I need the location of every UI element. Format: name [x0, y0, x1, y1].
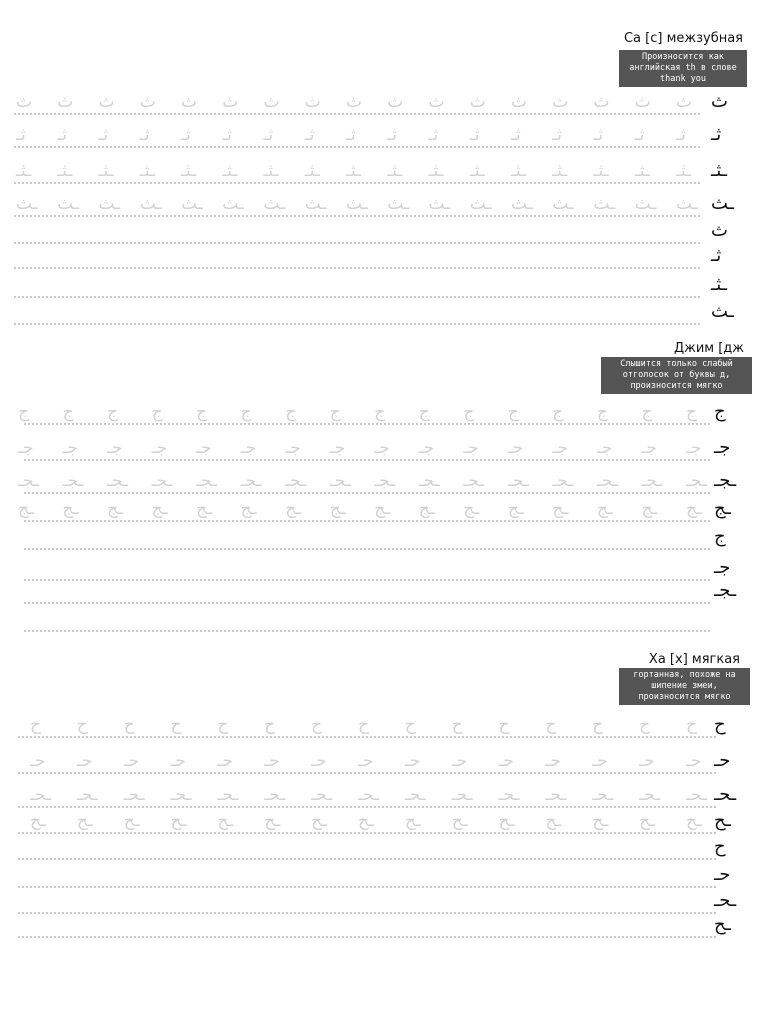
- trace-letter: ـحـ: [358, 785, 379, 805]
- trace-letter: ثـ: [57, 125, 67, 145]
- trace-letter: ـج: [463, 499, 480, 519]
- trace-letter: ـجـ: [107, 471, 128, 491]
- model-letter: ـحـ: [714, 890, 737, 911]
- trace-letter: جـ: [285, 438, 301, 458]
- practice-row: [0, 498, 768, 522]
- model-letter: ح: [714, 714, 726, 735]
- note-line: Слышится только слабый: [620, 359, 733, 369]
- trace-letter: ـح: [311, 811, 328, 831]
- trace-letter: ـجـ: [686, 471, 707, 491]
- trace-letter: ـثـ: [139, 161, 155, 181]
- model-letter: ـحـ: [714, 784, 737, 805]
- trace-letter: ج: [285, 402, 297, 422]
- trace-letter: حـ: [592, 751, 608, 771]
- trace-letter: جـ: [107, 438, 123, 458]
- section-title: Джим [дж: [673, 341, 744, 356]
- trace-letter: ـث: [181, 194, 203, 214]
- trace-letter: ـح: [358, 811, 374, 831]
- trace-letter: ـثـ: [346, 161, 362, 181]
- trace-letter: ث: [57, 92, 74, 112]
- trace-letter: ح: [358, 715, 369, 735]
- trace-letter: ـح: [592, 811, 609, 831]
- trace-letter: جـ: [641, 438, 657, 458]
- dotted-guide-line[interactable]: [24, 602, 710, 604]
- trace-letter: ـثـ: [593, 161, 609, 181]
- dotted-guide-line[interactable]: [24, 548, 710, 550]
- practice-row: [0, 470, 768, 494]
- trace-letter: جـ: [329, 438, 346, 458]
- trace-letter: جـ: [196, 438, 212, 458]
- trace-letter: حـ: [30, 751, 46, 771]
- dotted-guide-line[interactable]: [14, 242, 700, 244]
- dotted-guide-line[interactable]: [24, 492, 710, 494]
- trace-letter: ث: [593, 92, 610, 112]
- trace-letter: ـث: [428, 194, 451, 214]
- note-line: шипение змеи,: [651, 681, 718, 691]
- section-title: Са [с] межзубная: [623, 31, 743, 46]
- practice-row: [0, 437, 768, 461]
- trace-letter: جـ: [686, 438, 702, 458]
- dotted-guide-line[interactable]: [18, 806, 716, 808]
- practice-row: [0, 91, 768, 115]
- trace-letter: حـ: [404, 751, 421, 771]
- trace-letter: ج: [686, 402, 697, 422]
- trace-letter: ـحـ: [545, 785, 567, 805]
- trace-letter: ث: [634, 92, 651, 112]
- trace-letter: ج: [641, 402, 653, 422]
- trace-letter: حـ: [451, 751, 468, 771]
- trace-letter: ـثـ: [469, 161, 485, 181]
- trace-letter: ـج: [240, 499, 257, 519]
- trace-letter: ح: [311, 715, 323, 735]
- trace-letter: ـح: [264, 811, 281, 831]
- model-letter: ـجـ: [714, 470, 737, 491]
- trace-letter: ثـ: [634, 125, 645, 145]
- trace-letter: ثـ: [98, 125, 109, 145]
- trace-letter: ـجـ: [18, 471, 39, 491]
- practice-row: [0, 890, 768, 914]
- model-letter: ـح: [714, 914, 731, 935]
- model-letter: ـج: [714, 498, 731, 519]
- trace-letter: ج: [62, 402, 74, 422]
- trace-letter: ـح: [451, 811, 468, 831]
- trace-letter: ح: [498, 715, 510, 735]
- practice-row: [0, 714, 768, 738]
- trace-letter: ـج: [552, 499, 569, 519]
- trace-letter: ـج: [196, 499, 213, 519]
- trace-letter: حـ: [311, 751, 327, 771]
- trace-letter: ـج: [329, 499, 346, 519]
- dotted-guide-line[interactable]: [18, 832, 716, 834]
- trace-letter: ـث: [57, 194, 79, 214]
- trace-letter: ـجـ: [285, 471, 307, 491]
- trace-letter: ـج: [285, 499, 302, 519]
- practice-row: [0, 193, 768, 217]
- practice-row: [0, 557, 768, 581]
- trace-letter: ـث: [263, 194, 286, 214]
- trace-letter: ـثـ: [511, 161, 527, 181]
- trace-letter: ث: [676, 92, 693, 112]
- note-line: произносится мягко: [638, 692, 731, 702]
- trace-letter: ج: [374, 402, 386, 422]
- trace-letter: ـجـ: [507, 471, 529, 491]
- trace-letter: ـج: [418, 499, 435, 519]
- trace-letter: جـ: [62, 438, 79, 458]
- trace-letter: ثـ: [511, 125, 521, 145]
- dotted-guide-line[interactable]: [14, 182, 700, 184]
- trace-letter: ح: [639, 715, 651, 735]
- trace-letter: ثـ: [552, 125, 562, 145]
- dotted-guide-line[interactable]: [18, 912, 716, 914]
- trace-letter: ـجـ: [418, 471, 440, 491]
- trace-letter: ـث: [552, 194, 574, 214]
- trace-letter: ج: [151, 402, 163, 422]
- trace-letter: جـ: [18, 438, 34, 458]
- trace-letter: جـ: [240, 438, 257, 458]
- trace-letter: ـثـ: [387, 161, 403, 181]
- trace-letter: ـث: [676, 194, 698, 214]
- note-line: отголосок от буквы д,: [622, 370, 731, 380]
- trace-letter: ج: [18, 402, 29, 422]
- trace-letter: ـج: [596, 499, 613, 519]
- trace-letter: ـث: [139, 194, 162, 214]
- dotted-guide-line[interactable]: [18, 858, 716, 860]
- trace-letter: ث: [98, 92, 115, 112]
- trace-letter: ـثـ: [16, 161, 32, 181]
- dotted-guide-line[interactable]: [14, 323, 700, 325]
- trace-letter: جـ: [552, 438, 568, 458]
- dotted-guide-line[interactable]: [14, 267, 700, 269]
- trace-letter: جـ: [507, 438, 524, 458]
- dotted-guide-line[interactable]: [14, 215, 700, 217]
- trace-letter: حـ: [545, 751, 561, 771]
- trace-letter: ـثـ: [552, 161, 568, 181]
- trace-letter: ـج: [107, 499, 124, 519]
- section-title: Ха [х] мягкая: [648, 652, 740, 667]
- trace-letter: ـجـ: [62, 471, 84, 491]
- dotted-guide-line[interactable]: [24, 459, 710, 461]
- trace-letter: ثـ: [593, 125, 604, 145]
- note-line: гортанная, похоже на: [633, 670, 736, 680]
- trace-letter: ثـ: [346, 125, 356, 145]
- trace-letter: ـحـ: [76, 785, 98, 805]
- trace-letter: ـجـ: [329, 471, 351, 491]
- practice-row: [0, 245, 768, 269]
- trace-letter: ـثـ: [428, 161, 444, 181]
- trace-letter: ـجـ: [240, 471, 262, 491]
- trace-letter: ـث: [304, 194, 327, 214]
- practice-row: [0, 864, 768, 888]
- model-letter: حـ: [714, 750, 731, 771]
- practice-row: [0, 810, 768, 834]
- trace-letter: ـحـ: [217, 785, 239, 805]
- note-line: английская th в слове: [629, 63, 737, 73]
- dotted-guide-line[interactable]: [18, 936, 716, 938]
- trace-letter: جـ: [374, 438, 390, 458]
- trace-letter: ثـ: [16, 125, 26, 145]
- trace-letter: ـج: [686, 499, 702, 519]
- trace-letter: ـحـ: [404, 785, 426, 805]
- trace-letter: ـحـ: [592, 785, 614, 805]
- model-letter: ـثـ: [711, 274, 727, 295]
- trace-letter: ـحـ: [264, 785, 286, 805]
- trace-letter: ثـ: [263, 125, 274, 145]
- trace-letter: ث: [387, 92, 404, 112]
- trace-letter: ـثـ: [181, 161, 197, 181]
- trace-letter: ـحـ: [639, 785, 661, 805]
- trace-letter: ثـ: [222, 125, 232, 145]
- trace-letter: ح: [404, 715, 416, 735]
- trace-letter: ـحـ: [170, 785, 192, 805]
- trace-letter: ـثـ: [304, 161, 320, 181]
- practice-row: [0, 160, 768, 184]
- trace-letter: ث: [139, 92, 156, 112]
- trace-letter: ث: [469, 92, 486, 112]
- trace-letter: جـ: [463, 438, 479, 458]
- trace-letter: ـجـ: [552, 471, 574, 491]
- trace-letter: ح: [451, 715, 463, 735]
- trace-letter: ـثـ: [263, 161, 279, 181]
- trace-letter: ح: [123, 715, 135, 735]
- trace-letter: ثـ: [139, 125, 150, 145]
- trace-letter: ث: [511, 92, 528, 112]
- trace-letter: جـ: [596, 438, 613, 458]
- trace-letter: ـث: [387, 194, 409, 214]
- trace-letter: حـ: [639, 751, 655, 771]
- trace-letter: ج: [507, 402, 519, 422]
- trace-letter: ـحـ: [30, 785, 51, 805]
- trace-letter: ثـ: [181, 125, 191, 145]
- trace-letter: ـج: [507, 499, 524, 519]
- practice-row: [0, 750, 768, 774]
- dotted-guide-line[interactable]: [24, 630, 710, 632]
- trace-letter: حـ: [686, 751, 702, 771]
- trace-letter: ـجـ: [596, 471, 618, 491]
- trace-letter: ج: [107, 402, 119, 422]
- trace-letter: ث: [552, 92, 569, 112]
- trace-letter: ـح: [404, 811, 421, 831]
- practice-row: [0, 274, 768, 298]
- trace-letter: ـث: [511, 194, 533, 214]
- trace-letter: ثـ: [304, 125, 315, 145]
- model-letter: حـ: [714, 864, 731, 885]
- trace-letter: ـث: [98, 194, 121, 214]
- trace-letter: ث: [181, 92, 198, 112]
- trace-letter: ـجـ: [196, 471, 218, 491]
- trace-letter: ثـ: [676, 125, 686, 145]
- practice-row: [0, 836, 768, 860]
- trace-letter: ث: [263, 92, 280, 112]
- model-letter: ـح: [714, 810, 731, 831]
- trace-letter: ـح: [686, 811, 702, 831]
- model-letter: ـث: [711, 193, 734, 214]
- trace-letter: ـج: [374, 499, 391, 519]
- trace-letter: ـج: [151, 499, 168, 519]
- trace-letter: ـثـ: [57, 161, 73, 181]
- model-letter: ح: [714, 836, 726, 857]
- model-letter: ـث: [711, 301, 734, 322]
- trace-letter: جـ: [151, 438, 168, 458]
- trace-letter: ج: [240, 402, 252, 422]
- trace-letter: ـح: [545, 811, 562, 831]
- trace-letter: ـح: [76, 811, 93, 831]
- practice-row: [0, 220, 768, 244]
- trace-letter: ج: [552, 402, 564, 422]
- note-line: произносится мягко: [630, 381, 723, 391]
- trace-letter: ـث: [346, 194, 368, 214]
- trace-letter: ـث: [593, 194, 616, 214]
- trace-letter: ـثـ: [634, 161, 650, 181]
- model-letter: جـ: [714, 437, 731, 458]
- trace-letter: ـح: [123, 811, 140, 831]
- practice-row: [0, 580, 768, 604]
- dotted-guide-line[interactable]: [14, 113, 700, 115]
- trace-letter: جـ: [418, 438, 435, 458]
- trace-letter: ـجـ: [151, 471, 173, 491]
- trace-letter: ـثـ: [98, 161, 114, 181]
- model-letter: ج: [714, 401, 726, 422]
- practice-row: [0, 914, 768, 938]
- trace-letter: حـ: [358, 751, 374, 771]
- trace-letter: ح: [30, 715, 41, 735]
- trace-letter: ح: [545, 715, 557, 735]
- trace-letter: حـ: [123, 751, 140, 771]
- dotted-guide-line[interactable]: [14, 146, 700, 148]
- dotted-guide-line[interactable]: [14, 296, 700, 298]
- model-letter: ـجـ: [714, 580, 737, 601]
- practice-row: [0, 784, 768, 808]
- dotted-guide-line[interactable]: [18, 772, 716, 774]
- trace-letter: ح: [76, 715, 88, 735]
- practice-row: [0, 612, 768, 632]
- trace-letter: ـث: [222, 194, 244, 214]
- trace-letter: ـج: [62, 499, 79, 519]
- trace-letter: ثـ: [469, 125, 480, 145]
- trace-letter: ح: [217, 715, 229, 735]
- trace-letter: ـحـ: [123, 785, 145, 805]
- trace-letter: حـ: [264, 751, 280, 771]
- practice-row: [0, 301, 768, 325]
- trace-letter: حـ: [498, 751, 515, 771]
- practice-row: [0, 124, 768, 148]
- model-letter: ث: [711, 91, 728, 112]
- trace-letter: ث: [222, 92, 239, 112]
- trace-letter: ـحـ: [686, 785, 707, 805]
- model-letter: ج: [714, 526, 726, 547]
- model-letter: ـثـ: [711, 160, 727, 181]
- trace-letter: ـث: [634, 194, 657, 214]
- trace-letter: ج: [418, 402, 430, 422]
- trace-letter: حـ: [170, 751, 187, 771]
- trace-letter: ـح: [30, 811, 46, 831]
- trace-letter: ـثـ: [222, 161, 238, 181]
- dotted-guide-line[interactable]: [24, 579, 710, 581]
- trace-letter: ـج: [641, 499, 658, 519]
- trace-letter: ح: [264, 715, 276, 735]
- trace-letter: ـح: [639, 811, 656, 831]
- trace-letter: ـث: [16, 194, 38, 214]
- trace-letter: ح: [686, 715, 697, 735]
- trace-letter: ث: [346, 92, 363, 112]
- practice-row: [0, 526, 768, 550]
- trace-letter: ثـ: [387, 125, 397, 145]
- trace-letter: ح: [592, 715, 604, 735]
- trace-letter: ج: [196, 402, 208, 422]
- model-letter: ث: [711, 220, 728, 241]
- trace-letter: ـحـ: [311, 785, 333, 805]
- dotted-guide-line[interactable]: [24, 520, 710, 522]
- pronunciation-note: [601, 357, 752, 394]
- trace-letter: ـجـ: [463, 471, 485, 491]
- trace-letter: ـثـ: [676, 161, 692, 181]
- trace-letter: ثـ: [428, 125, 439, 145]
- trace-letter: ـجـ: [374, 471, 396, 491]
- note-line: thank you: [659, 74, 707, 84]
- trace-letter: ج: [329, 402, 341, 422]
- dotted-guide-line[interactable]: [18, 736, 716, 738]
- dotted-guide-line[interactable]: [24, 423, 710, 425]
- note-line: Произносится как: [642, 52, 724, 62]
- trace-letter: حـ: [217, 751, 233, 771]
- trace-letter: ج: [463, 402, 475, 422]
- model-letter: ثـ: [711, 245, 722, 266]
- trace-letter: ـح: [217, 811, 234, 831]
- trace-letter: ح: [170, 715, 182, 735]
- model-letter: جـ: [714, 557, 731, 578]
- trace-letter: ث: [16, 92, 33, 112]
- trace-letter: ث: [304, 92, 321, 112]
- trace-letter: ـث: [469, 194, 492, 214]
- trace-letter: ـج: [18, 499, 34, 519]
- trace-letter: ـح: [170, 811, 187, 831]
- model-letter: ثـ: [711, 124, 722, 145]
- dotted-guide-line[interactable]: [18, 886, 716, 888]
- pronunciation-note: [619, 668, 750, 705]
- trace-letter: ث: [428, 92, 445, 112]
- trace-letter: ج: [596, 402, 608, 422]
- trace-letter: ـح: [498, 811, 515, 831]
- practice-row: [0, 401, 768, 425]
- trace-letter: ـحـ: [498, 785, 520, 805]
- trace-letter: ـحـ: [451, 785, 473, 805]
- pronunciation-note: [619, 50, 747, 87]
- trace-letter: ـجـ: [641, 471, 663, 491]
- trace-letter: حـ: [76, 751, 93, 771]
